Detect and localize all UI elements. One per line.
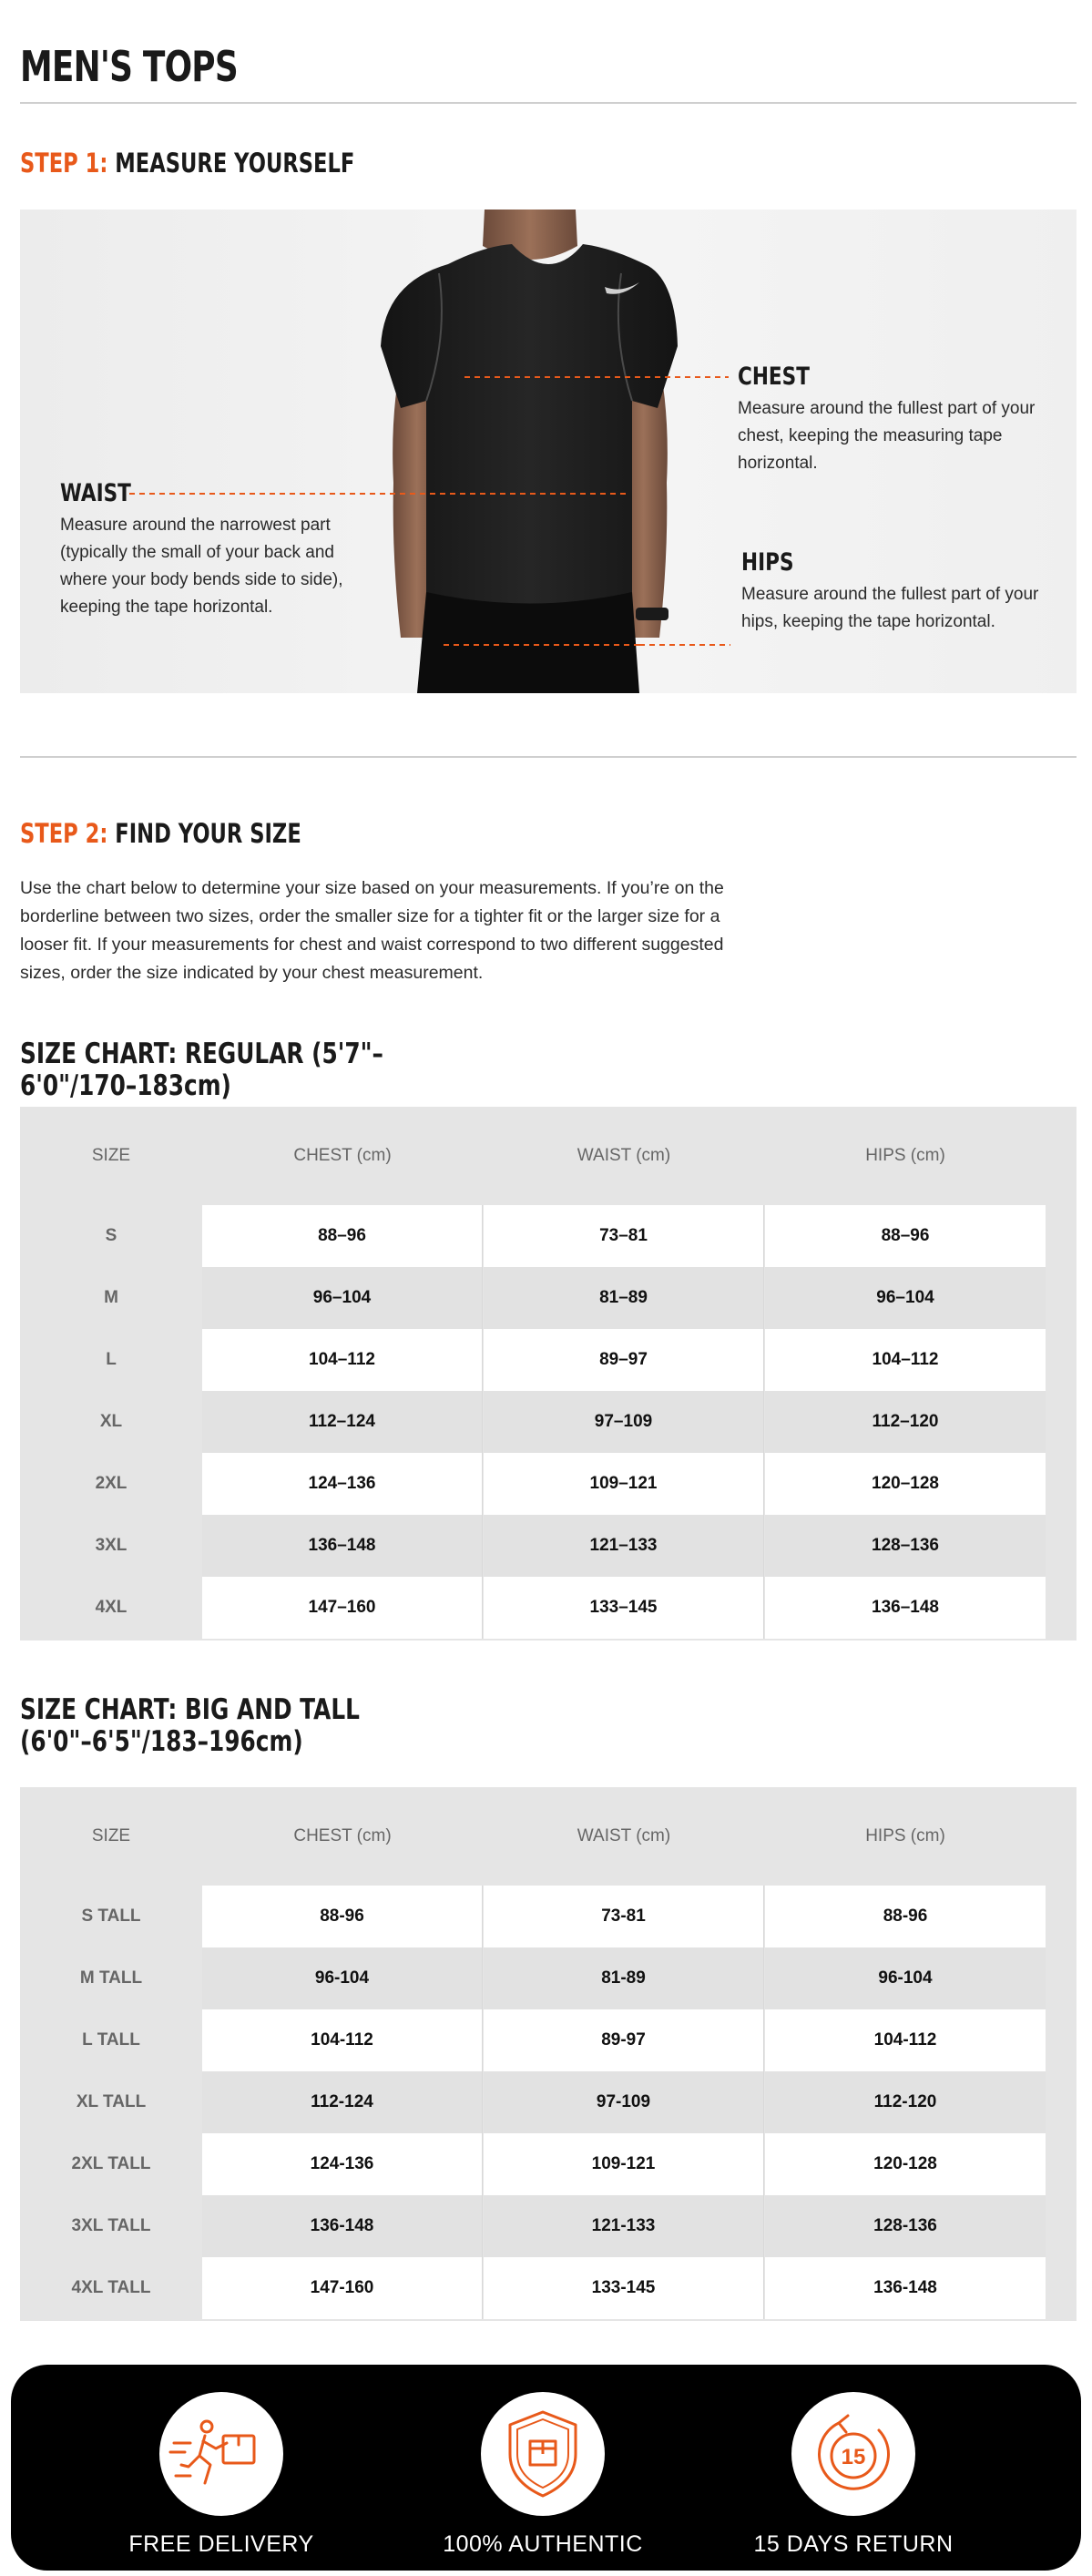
table-row: [20, 1329, 1077, 1391]
hips-cell: 112-120: [765, 2071, 1046, 2133]
size-cell: XL: [99, 1412, 123, 1431]
size-cell: S: [105, 1226, 117, 1245]
waist-cell: 97–109: [484, 1391, 764, 1453]
chest-cell: 124–136: [202, 1453, 483, 1515]
waist-cell: 133–145: [484, 1577, 764, 1639]
chest-cell: 136-148: [202, 2195, 483, 2257]
chest-cell: 96-104: [202, 1947, 483, 2009]
chest-cell: 112-124: [202, 2071, 483, 2133]
size-cell: 4XL: [95, 1598, 128, 1617]
waist-cell: 73–81: [484, 1205, 764, 1267]
table-row: [20, 1391, 1077, 1453]
chest-cell: 147-160: [202, 2257, 483, 2319]
column-header: SIZE: [91, 1146, 131, 1165]
hips-cell: 96–104: [765, 1267, 1046, 1329]
table-row: [20, 2071, 1077, 2133]
waist-cell: 121–133: [484, 1515, 764, 1577]
column-header: SIZE: [91, 1826, 131, 1845]
hips-cell: 112–120: [765, 1391, 1046, 1453]
step1-number: STEP 1:: [20, 148, 108, 179]
chest-cell: 112–124: [202, 1391, 483, 1453]
table-row: [20, 2009, 1077, 2071]
waist-description: Measure around the narrowest part (typically the small of your back and where your body bends side to side), keeping the tape horizontal.: [60, 516, 343, 617]
waist-label: WAIST: [60, 479, 131, 507]
step2-heading: [20, 818, 301, 849]
return-label: 15 DAYS RETURN: [753, 2531, 954, 2557]
chest-cell: 124-136: [202, 2133, 483, 2195]
table-row: [20, 1577, 1077, 1639]
chest-label: CHEST: [738, 363, 810, 391]
table-row: [20, 1515, 1077, 1577]
delivery-runner-icon: [159, 2392, 283, 2516]
table-row: [20, 2133, 1077, 2195]
hips-cell: 128–136: [765, 1515, 1046, 1577]
size-cell: 3XL TALL: [71, 2216, 151, 2235]
title-divider: [20, 102, 1077, 104]
table-header: [20, 1107, 1077, 1205]
size-cell: 2XL TALL: [71, 2154, 151, 2173]
chest-cell: 104–112: [202, 1329, 483, 1391]
measure-illustration: [20, 210, 1077, 693]
regular-chart-title: SIZE CHART: REGULAR (5'7"–6'0"/170–183cm): [20, 1038, 383, 1102]
column-header: WAIST (cm): [577, 1826, 671, 1845]
size-cell: M TALL: [79, 1968, 143, 1988]
chest-cell: 88–96: [202, 1205, 483, 1267]
waist-cell: 133-145: [484, 2257, 764, 2319]
hips-cell: 128-136: [765, 2195, 1046, 2257]
size-cell: XL TALL: [76, 2092, 147, 2111]
hips-cell: 120-128: [765, 2133, 1046, 2195]
waist-cell: 89-97: [484, 2009, 764, 2071]
chest-cell: 147–160: [202, 1577, 483, 1639]
table-row: [20, 2257, 1077, 2319]
waist-cell: 109–121: [484, 1453, 764, 1515]
table-row: [20, 1886, 1077, 1947]
tall-chart-title: SIZE CHART: BIG AND TALL (6'0"–6'5"/183–196cm): [20, 1693, 360, 1758]
benefits-banner: [11, 2365, 1081, 2571]
size-cell: L TALL: [82, 2030, 140, 2050]
waist-cell: 121-133: [484, 2195, 764, 2257]
hips-cell: 104-112: [765, 2009, 1046, 2071]
table-row: [20, 2195, 1077, 2257]
step1-heading: [20, 148, 354, 179]
authentic-label: 100% AUTHENTIC: [443, 2531, 643, 2557]
step2-title: FIND YOUR SIZE: [115, 818, 301, 849]
section-divider: [20, 756, 1077, 758]
column-header: WAIST (cm): [577, 1146, 671, 1165]
hips-cell: 136-148: [765, 2257, 1046, 2319]
chest-cell: 88-96: [202, 1886, 483, 1947]
column-header: CHEST (cm): [293, 1826, 392, 1845]
size-cell: 2XL: [95, 1474, 128, 1493]
hips-cell: 136–148: [765, 1577, 1046, 1639]
size-cell: L: [106, 1350, 117, 1369]
hips-description: Measure around the fullest part of your hips, keeping the tape horizontal.: [741, 585, 1039, 631]
regular-size-table: [20, 1107, 1077, 1641]
hips-cell: 88–96: [765, 1205, 1046, 1267]
hips-cell: 88-96: [765, 1886, 1046, 1947]
hips-label: HIPS: [741, 548, 794, 577]
chest-cell: 136–148: [202, 1515, 483, 1577]
shield-box-icon: [481, 2392, 605, 2516]
table-row: [20, 1453, 1077, 1515]
waist-cell: 109-121: [484, 2133, 764, 2195]
return-badge: [791, 2392, 915, 2516]
column-header: HIPS (cm): [865, 1826, 945, 1845]
waist-cell: 89–97: [484, 1329, 764, 1391]
page-title: MEN'S TOPS: [20, 42, 238, 91]
waist-cell: 97-109: [484, 2071, 764, 2133]
size-cell: S TALL: [81, 1906, 141, 1926]
size-cell: 4XL TALL: [71, 2278, 151, 2297]
column-header: HIPS (cm): [865, 1146, 945, 1165]
table-row: [20, 1205, 1077, 1267]
chest-cell: 104-112: [202, 2009, 483, 2071]
waist-cell: 81–89: [484, 1267, 764, 1329]
size-cell: M: [104, 1288, 118, 1307]
table-row: [20, 1267, 1077, 1329]
hips-cell: 120–128: [765, 1453, 1046, 1515]
delivery-badge: [159, 2392, 283, 2516]
return-days-number: 15: [841, 2445, 866, 2469]
step2-instructions: Use the chart below to determine your size based on your measurements. If you’re on the borderline between two sizes, order the smaller size for a tighter fit or the larger size for a looser fit. If your measurements for chest and waist correspond to two different suggested sizes, order the size indicated by your chest measurement.: [20, 878, 724, 983]
chest-description: Measure around the fullest part of your chest, keeping the measuring tape horizontal.: [738, 399, 1036, 473]
waist-cell: 73-81: [484, 1886, 764, 1947]
hips-cell: 104–112: [765, 1329, 1046, 1391]
column-header: CHEST (cm): [293, 1146, 392, 1165]
return-arrow-icon: [791, 2392, 915, 2516]
size-cell: 3XL: [95, 1536, 128, 1555]
step1-title: MEASURE YOURSELF: [115, 148, 355, 179]
step2-number: STEP 2:: [20, 818, 108, 849]
waist-cell: 81-89: [484, 1947, 764, 2009]
tall-size-table: [20, 1787, 1077, 2321]
chest-cell: 96–104: [202, 1267, 483, 1329]
authentic-badge: [481, 2392, 605, 2516]
hips-cell: 96-104: [765, 1947, 1046, 2009]
table-row: [20, 1947, 1077, 2009]
table-header: [20, 1787, 1077, 1886]
delivery-label: FREE DELIVERY: [128, 2531, 314, 2557]
